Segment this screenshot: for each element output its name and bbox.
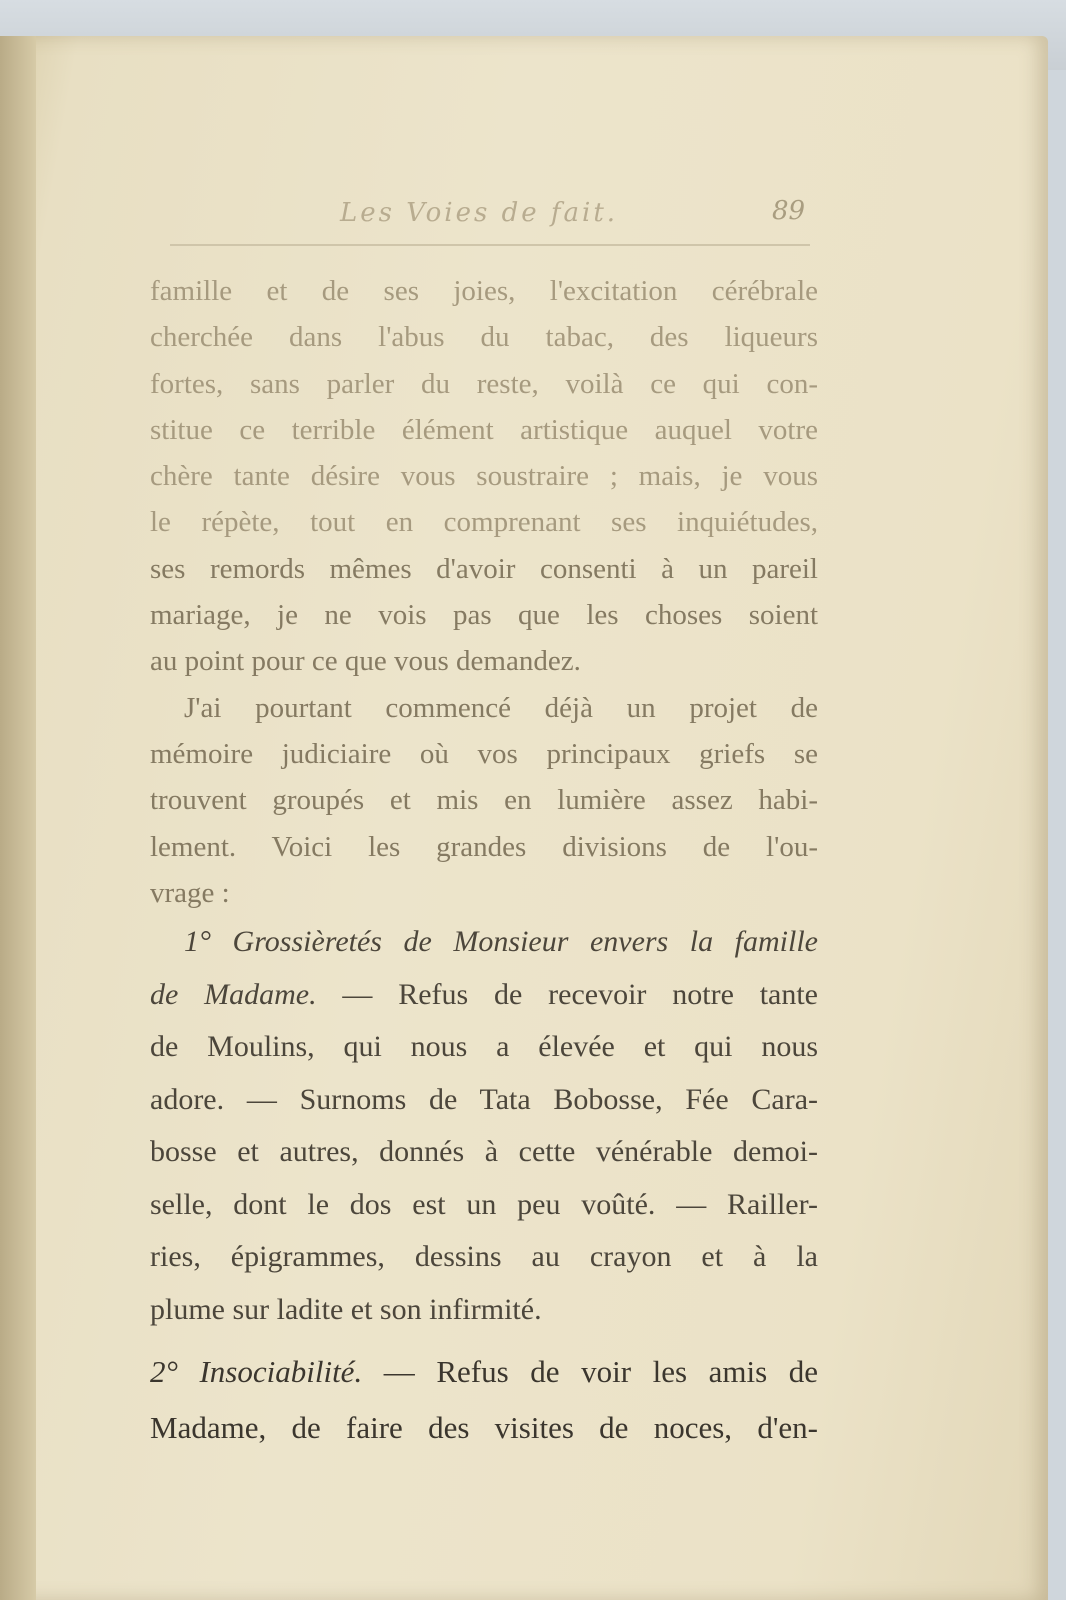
text-line: vrage : [150, 876, 230, 909]
text-line: cherchée dans l'abus du tabac, des liqueurs [150, 321, 818, 354]
text-run: — Refus de voir les amis de [383, 1354, 819, 1390]
item-title-cont: de Madame. [150, 977, 317, 1011]
text-line [150, 969, 818, 1022]
text-line: plume sur ladite et son infirmité. [150, 1292, 542, 1326]
item-title: 1° Grossièretés de Monsieur envers la famille [184, 925, 818, 959]
text-line: ses remords mêmes d'avoir consenti à un pareil [150, 552, 818, 585]
text-line: au point pour ce que vous demandez. [150, 645, 581, 678]
text-line: mariage, je ne vois pas que les choses soient [150, 599, 818, 632]
text-line: mémoire judiciaire où vos principaux griefs se [150, 737, 818, 770]
text-line: ries, épigrammes, dessins au crayon et à la [150, 1240, 818, 1274]
text-line: fortes, sans parler du reste, voilà ce qui con- [150, 367, 818, 400]
running-head: Les Voies de fait. [340, 198, 619, 228]
text-line: J'ai pourtant commencé déjà un projet de [184, 691, 818, 724]
item-heading [150, 916, 818, 969]
text-line: adore. — Surnoms de Tata Bobosse, Fée Cara- [150, 1082, 818, 1116]
item-title: 2° Insociabilité. [150, 1354, 363, 1390]
text-run: — Refus de recevoir notre tante [342, 977, 818, 1011]
text-line: chère tante désire vous soustraire ; mais, je vous [150, 460, 818, 493]
text-line: stitue ce terrible élément artistique auquel votre [150, 413, 818, 446]
text-line: lement. Voici les grandes divisions de l'ou- [150, 830, 818, 863]
text-line: trouvent groupés et mis en lumière assez habi- [150, 784, 818, 817]
text-line: Madame, de faire des visites de noces, d'en- [150, 1410, 818, 1446]
header-rule [170, 244, 810, 246]
body-text [150, 268, 818, 1456]
text-line: famille et de ses joies, l'excitation cérébrale [150, 275, 818, 307]
page-gutter [0, 36, 36, 1600]
text-line: de Moulins, qui nous a élevée et qui nous [150, 1030, 818, 1064]
page-number: 89 [772, 196, 806, 226]
text-line: le répète, tout en comprenant ses inquiétudes, [150, 506, 818, 539]
text-line [150, 1344, 818, 1400]
text-line: bosse et autres, donnés à cette vénérable demoi- [150, 1135, 818, 1169]
text-line: selle, dont le dos est un peu voûté. — Railler- [150, 1187, 818, 1221]
